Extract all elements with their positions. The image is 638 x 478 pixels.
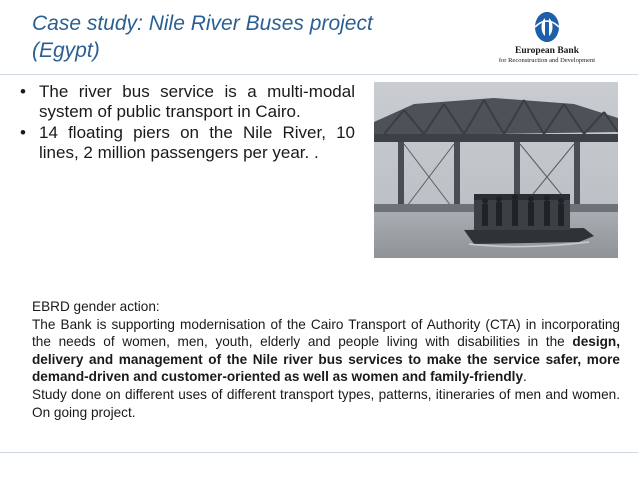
slide-title-line-1: Case study: Nile River Buses project [32,12,373,35]
bullet-list [20,82,355,164]
slide-title-line-2: (Egypt) [32,39,100,62]
slide-title [32,10,412,64]
bullet-text: The river bus service is a multi-modal system of public transport in Cairo. [39,82,355,121]
ebrd-logo [472,10,622,70]
header-divider [0,74,638,75]
bullet-item [20,82,355,122]
logo-subtitle: for Reconstruction and Development [498,57,596,64]
paragraph-end: . [523,369,527,385]
gender-action-text [32,298,620,421]
river-bus-photo [374,82,618,258]
gender-action-heading: EBRD gender action: [32,299,160,314]
bullet-glyph: • [20,82,26,101]
study-paragraph: Study done on different uses of different transport types, patterns, itineraries of men and women. On going project. [32,386,620,420]
ebrd-logo-icon [532,10,562,44]
bullet-item [20,123,355,163]
bullet-text: 14 floating piers on the Nile River, 10 lines, 2 million passengers per year. . [39,123,355,162]
paragraph-bold-text: design, delivery and management of the Nile river bus services to make the service safer, more demand-driven and customer-oriented as well as women and family-friendly [32,334,620,385]
footer-divider [0,452,638,453]
logo-name: European Bank [515,46,579,56]
gender-action-paragraph [32,316,620,386]
bullet-glyph: • [20,123,26,142]
paragraph-normal-text: The Bank is supporting modernisation of the Cairo Transport of Authority (CTA) in incorporating the needs of women, men, youth, elderly and people living with disabilities in the [32,316,620,350]
